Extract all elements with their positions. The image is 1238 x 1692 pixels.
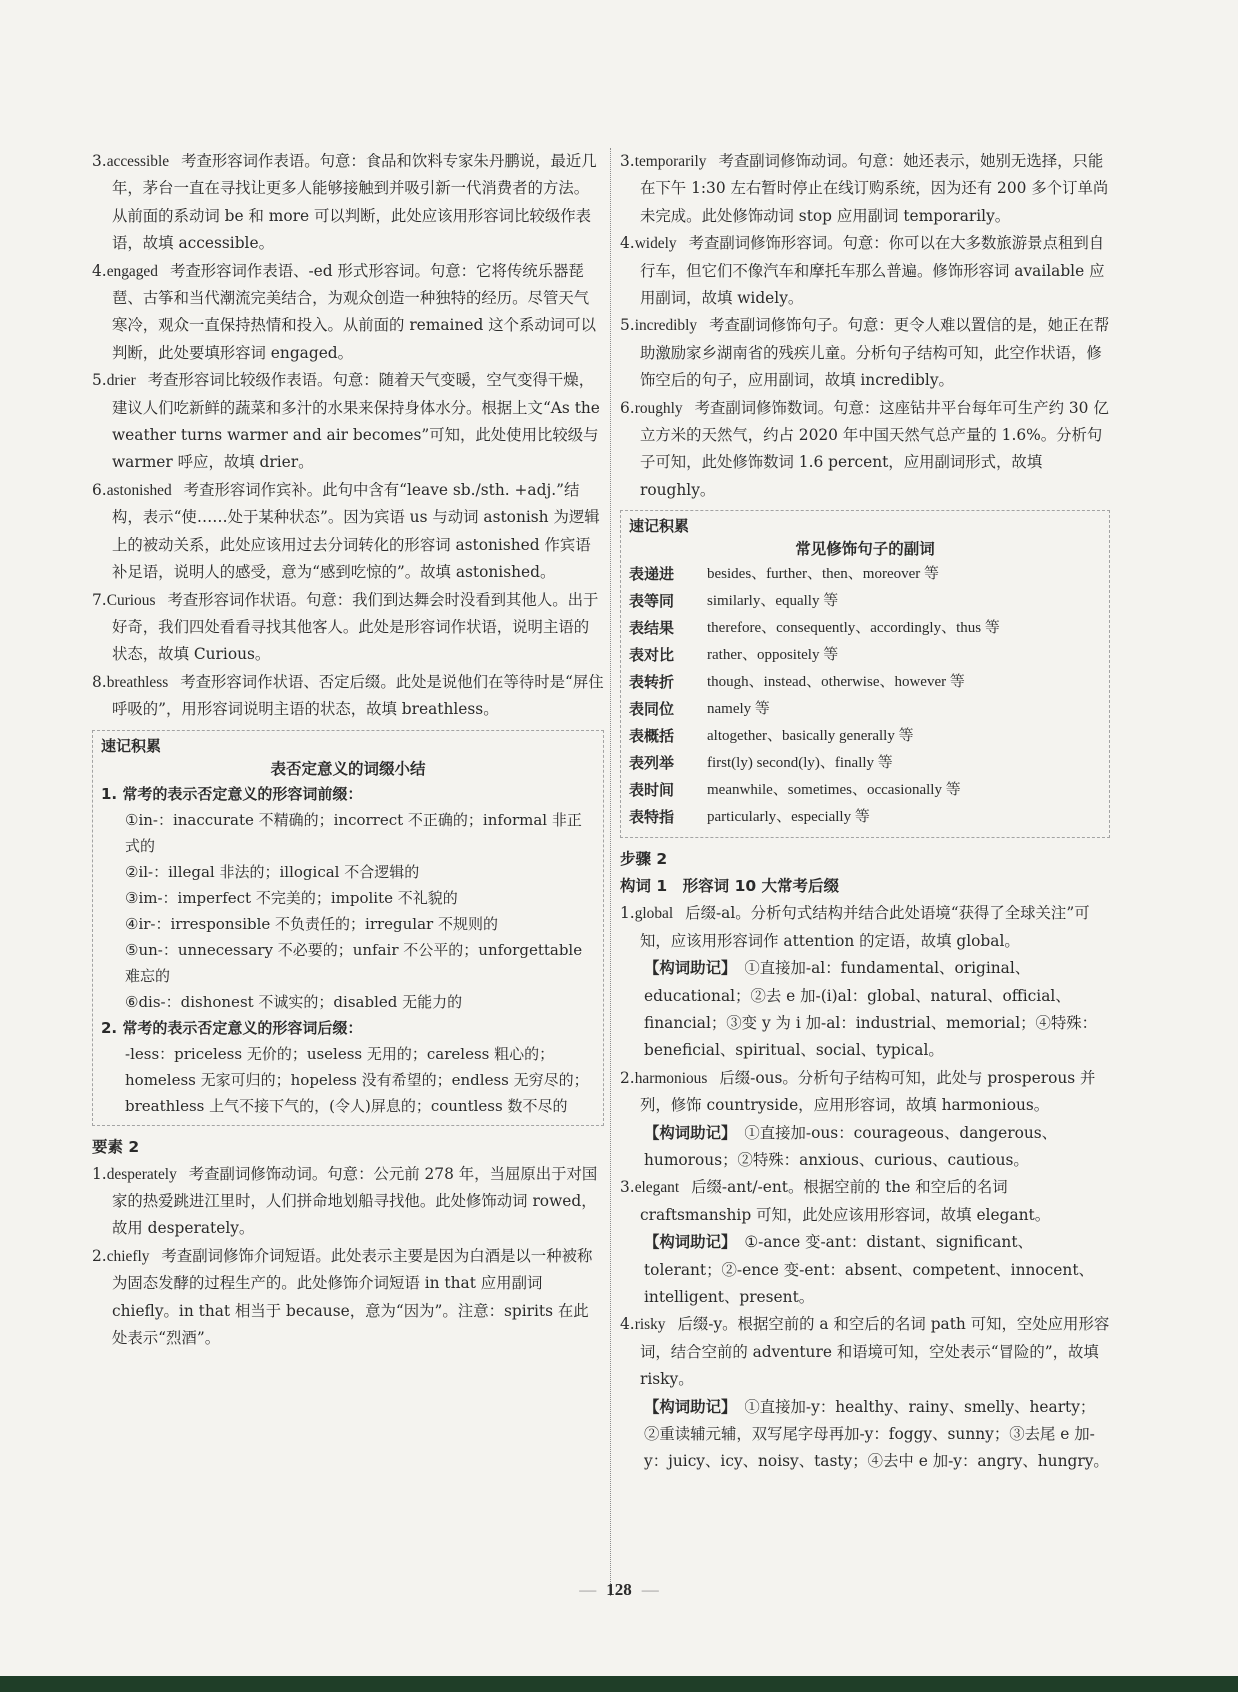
answer-explanation: 后缀-y。根据空前的 a 和空后的名词 path 可知，空处应用形容词，结合空前的 adventure 和语境可知，空处表示“冒险的”，故填 risky。 — [640, 1315, 1110, 1389]
answer-word: global — [634, 905, 674, 923]
answer-item: 4.widely 考查副词修饰形容词。句意：你可以在大多数旅游景点租到自行车，但它们不像汽车和摩托车那么普遍。修饰形容词 available 应用副词，故填 widely。 — [620, 234, 1105, 308]
memory-box-sentence-adverbs — [620, 510, 1110, 838]
answer-explanation: 考查形容词作表语、-ed 形式形容词。句意：它将传统乐器琵琶、古筝和当代潮流完美结合，为观众创造一种独特的经历。尽管天气寒冷，观众一直保持热情和投入。从前面的 remained 这个系动词可以判断，此处要填形容词 engaged。 — [112, 261, 596, 362]
answer-word: drier — [106, 372, 136, 390]
prefix-line: ③im-：imperfect 不完美的；impolite 不礼貌的 — [125, 888, 458, 907]
answer-word: accessible — [106, 153, 170, 170]
column-divider — [610, 148, 611, 1596]
answer-item: 5.incredibly 考查副词修饰句子。句意：更令人难以置信的是，她正在帮助激励家乡湖南省的残疾儿童。分析句子结构可知，此空作状语，修饰空后的句子，应用副词，故填 incredibly。 — [620, 316, 1110, 390]
adverb-row: 表特指 particularly、especially 等 — [629, 808, 870, 827]
answer-item: 3.accessible 考查形容词作表语。句意：食品和饮料专家朱丹鹏说，最近几年，茅台一直在寻找让更多人能够接触到并吸引新一代消费者的方法。从前面的系动词 be 和 more 可以判断，此处应该用形容词比较级作表语，故填 accessible。 — [92, 152, 597, 253]
adverb-row: 表结果 therefore、consequently、accordingly、thus 等 — [629, 619, 1000, 638]
adverb-row: 表等同 similarly、equally 等 — [629, 592, 839, 611]
right-column — [620, 148, 1110, 1476]
answer-item: 1.desperately 考查副词修饰动词。句意：公元前 278 年，当屈原出于对国家的热爱跳进江里时，人们拼命地划船寻找他。此处修饰动词 rowed，故用 desperately。 — [92, 1164, 598, 1238]
answer-item: 4.engaged 考查形容词作表语、-ed 形式形容词。句意：它将传统乐器琵琶、古筝和当代潮流完美结合，为观众创造一种独特的经历。尽管天气寒冷，观众一直保持热情和投入。从前面的 remained 这个系动词可以判断，此处要填形容词 engaged。 — [92, 261, 596, 362]
prefix-line: ④ir-：irresponsible 不负责任的；irregular 不规则的 — [125, 914, 498, 933]
answer-explanation: 考查副词修饰介词短语。此处表示主要是因为白酒是以一种被称为固态发酵的过程生产的。此处修饰介词短语 in that 应用副词 chiefly。in that 相当于 because，意为“因为”。注意：spirits 在此处表示“烈酒”。 — [112, 1246, 593, 1347]
answer-word: elegant — [634, 1179, 680, 1197]
suffix-text: -less：priceless 无价的；useless 无用的；careless 粗心的；homeless 无家可归的；hopeless 没有希望的；endless 无穷尽的；breathless 上气不接下气的，(令人)屏息的；countless 数不尽的 — [125, 1044, 589, 1115]
prefix-line: ①in-：inaccurate 不精确的；incorrect 不正确的；informal 非正式的 — [125, 810, 582, 855]
step-heading: 步骤 2 — [620, 850, 668, 869]
word-formation-tip: 【构词助记】 ①-ance 变-ant：distant、significant、tolerant；②-ence 变-ent：absent、competent、innocent、intelligent、present。 — [644, 1233, 1094, 1306]
box-tag: 速记积累 — [629, 517, 690, 536]
answer-item: 6.roughly 考查副词修饰数词。句意：这座钻井平台每年可生产约 30 亿立方米的天然气，约占 2020 年中国天然气总产量的 1.6%。分析句子可知，此处修饰数词 1.6 percent，应用副词形式，故填 roughly。 — [620, 398, 1109, 499]
prefix-line: ②il-：illegal 非法的；illogical 不合逻辑的 — [125, 862, 420, 881]
answer-item: 8.breathless 考查形容词作状语、否定后缀。此处是说他们在等待时是“屏住呼吸的”，用形容词说明主语的状态，故填 breathless。 — [92, 672, 604, 719]
bottom-edge-band — [0, 1676, 1238, 1692]
answer-item: 2.chiefly 考查副词修饰介词短语。此处表示主要是因为白酒是以一种被称为固态发酵的过程生产的。此处修饰介词短语 in that 应用副词 chiefly。in that 相当于 because，意为“因为”。注意：spirits 在此处表示“烈酒”。 — [92, 1246, 593, 1347]
answer-explanation: 后缀-ous。分析句子结构可知，此处与 prosperous 并列，修饰 countryside，应用形容词，故填 harmonious。 — [640, 1068, 1096, 1115]
answer-word: engaged — [106, 262, 158, 280]
section-heading: 要素 2 — [92, 1137, 140, 1156]
box-subheading: 1. 常考的表示否定意义的形容词前缀： — [101, 784, 363, 803]
box-title: 表否定意义的词缀小结 — [270, 759, 426, 778]
answer-item: 3.temporarily 考查副词修饰动词。句意：她还表示，她别无选择，只能在下午 1:30 左右暂时停止在线订购系统，因为还有 200 多个订单尚未完成。此处修饰动词 stop 应用副词 temporarily。 — [620, 152, 1109, 225]
adverb-row: 表列举 first(ly) second(ly)、finally 等 — [629, 754, 893, 773]
answer-word: roughly — [634, 399, 683, 417]
adverb-row: 表概括 altogether、basically generally 等 — [629, 727, 914, 746]
answer-explanation: 考查形容词作状语、否定后缀。此处是说他们在等待时是“屏住呼吸的”，用形容词说明主语的状态，故填 breathless。 — [112, 672, 604, 719]
answer-word: astonished — [106, 481, 172, 499]
answer-explanation: 考查副词修饰动词。句意：公元前 278 年，当屈原出于对国家的热爱跳进江里时，人们拼命地划船寻找他。此处修饰动词 rowed，故用 desperately。 — [112, 1164, 598, 1238]
adverb-row: 表递进 besides、further、then、moreover 等 — [629, 565, 940, 584]
word-formation-tip: 【构词助记】 ①直接加-al：fundamental、original、educational；②去 e 加-(i)al：global、natural、official、financial；③变 y 为 i 加-al：industrial、memorial；④特殊：beneficial、spiritual、social、typical。 — [644, 959, 1098, 1060]
answer-explanation: 考查副词修饰形容词。句意：你可以在大多数旅游景点租到自行车，但它们不像汽车和摩托车那么普遍。修饰形容词 available 应用副词，故填 widely。 — [640, 234, 1105, 308]
answer-item: 5.drier 考查形容词比较级作表语。句意：随着天气变暖，空气变得干燥，建议人们吃新鲜的蔬菜和多汁的水果来保持身体水分。根据上文“As the weather turns warmer and air becomes”可知，此处使用比较级与 warmer 呼应，故填 drier。 — [92, 371, 600, 472]
answer-explanation: 考查形容词比较级作表语。句意：随着天气变暖，空气变得干燥，建议人们吃新鲜的蔬菜和多汁的水果来保持身体水分。根据上文“As the weather turns warmer and air becomes”可知，此处使用比较级与 warmer 呼应，故填 drier。 — [112, 371, 600, 472]
answer-explanation: 考查副词修饰句子。句意：更令人难以置信的是，她正在帮助激励家乡湖南省的残疾儿童。分析句子结构可知，此空作状语，修饰空后的句子，应用副词，故填 incredibly。 — [640, 316, 1110, 390]
word-formation-tip: 【构词助记】 ①直接加-y：healthy、rainy、smelly、hearty；②重读辅元辅，双写尾字母再加-y：foggy、sunny；③去尾 e 加-y：juicy、icy、noisy、tasty；④去中 e 加-y：angry、hungry。 — [644, 1397, 1109, 1471]
answer-item: 2.harmonious 后缀-ous。分析句子结构可知，此处与 prosperous 并列，修饰 countryside，应用形容词，故填 harmonious。 — [620, 1068, 1096, 1115]
box-title: 常见修饰句子的副词 — [795, 540, 935, 559]
answer-word: harmonious — [634, 1069, 708, 1087]
answer-item: 1.global 后缀-al。分析句式结构并结合此处语境“获得了全球关注”可知，应该用形容词作 attention 的定语，故填 global。 — [620, 904, 1090, 950]
answer-word: desperately — [106, 1165, 177, 1183]
left-column — [92, 148, 604, 1352]
subsection-heading: 构词 1 形容词 10 大常考后缀 — [620, 877, 840, 896]
answer-explanation: 考查副词修饰数词。句意：这座钻井平台每年可生产约 30 亿立方米的天然气，约占 2020 年中国天然气总产量的 1.6%。分析句子可知，此处修饰数词 1.6 percent，应用副词形式，故填 roughly。 — [640, 398, 1109, 499]
answer-explanation: 考查形容词作表语。句意：食品和饮料专家朱丹鹏说，最近几年，茅台一直在寻找让更多人能够接触到并吸引新一代消费者的方法。从前面的系动词 be 和 more 可以判断，此处应该用形容词比较级作表语，故填 accessible。 — [112, 152, 597, 253]
answer-word: chiefly — [106, 1247, 150, 1265]
answer-item: 4.risky 后缀-y。根据空前的 a 和空后的名词 path 可知，空处应用形容词，结合空前的 adventure 和语境可知，空处表示“冒险的”，故填 risky。 — [620, 1315, 1110, 1389]
answer-word: incredibly — [634, 317, 698, 335]
answer-item: 6.astonished 考查形容词作宾补。此句中含有“leave sb./sth. +adj.”结构，表示“使……处于某种状态”。因为宾语 us 与动词 astonish 为逻辑上的被动关系，此处应该用过去分词转化的形容词 astonished 作宾语补足语，说明人的感受，意为“感到吃惊的”。故填 astonished。 — [92, 480, 600, 582]
adverb-row: 表转折 though、instead、otherwise、however 等 — [629, 673, 965, 692]
answer-item: 7.Curious 考查形容词作状语。句意：我们到达舞会时没看到其他人。出于好奇，我们四处看看寻找其他客人。此处是形容词作状语，说明主语的状态，故填 Curious。 — [92, 590, 599, 664]
word-formation-tip: 【构词助记】 ①直接加-ous：courageous、dangerous、humorous；②特殊：anxious、curious、cautious。 — [644, 1123, 1058, 1169]
adverb-row: 表同位 namely 等 — [629, 700, 770, 719]
answer-word: widely — [634, 235, 677, 253]
prefix-line: ⑥dis-：dishonest 不诚实的；disabled 无能力的 — [125, 992, 463, 1011]
prefix-line: ⑤un-：unnecessary 不必要的；unfair 不公平的；unforgettable 难忘的 — [125, 940, 583, 985]
answer-item: 3.elegant 后缀-ant/-ent。根据空前的 the 和空后的名词 craftsmanship 可知，此处应该用形容词，故填 elegant。 — [620, 1178, 1051, 1224]
answer-explanation: 考查副词修饰动词。句意：她还表示，她别无选择，只能在下午 1:30 左右暂时停止在线订购系统，因为还有 200 多个订单尚未完成。此处修饰动词 stop 应用副词 temporarily。 — [640, 152, 1109, 225]
answer-explanation: 后缀-al。分析句式结构并结合此处语境“获得了全球关注”可知，应该用形容词作 attention 的定语，故填 global。 — [640, 904, 1090, 950]
adverb-row: 表时间 meanwhile、sometimes、occasionally 等 — [629, 781, 961, 800]
answer-word: risky — [634, 1316, 666, 1334]
answer-explanation: 考查形容词作状语。句意：我们到达舞会时没看到其他人。出于好奇，我们四处看看寻找其他客人。此处是形容词作状语，说明主语的状态，故填 Curious。 — [112, 590, 599, 664]
answer-explanation: 考查形容词作宾补。此句中含有“leave sb./sth. +adj.”结构，表示“使……处于某种状态”。因为宾语 us 与动词 astonish 为逻辑上的被动关系，此处应该用过去分词转化的形容词 astonished 作宾语补足语，说明人的感受，意为“感到吃惊的”。故填 astonished。 — [112, 480, 600, 582]
answer-word: temporarily — [634, 153, 707, 170]
box-tag: 速记积累 — [101, 736, 162, 755]
box-subheading: 2. 常考的表示否定意义的形容词后缀： — [101, 1018, 363, 1037]
answer-explanation: 后缀-ant/-ent。根据空前的 the 和空后的名词 craftsmanship 可知，此处应该用形容词，故填 elegant。 — [640, 1178, 1051, 1224]
answer-word: Curious — [106, 591, 156, 609]
memory-box-negative-affixes — [92, 730, 604, 1126]
page-number: — 128 — — [579, 1580, 659, 1599]
adverb-row: 表对比 rather、oppositely 等 — [629, 646, 839, 665]
answer-word: breathless — [106, 673, 169, 691]
